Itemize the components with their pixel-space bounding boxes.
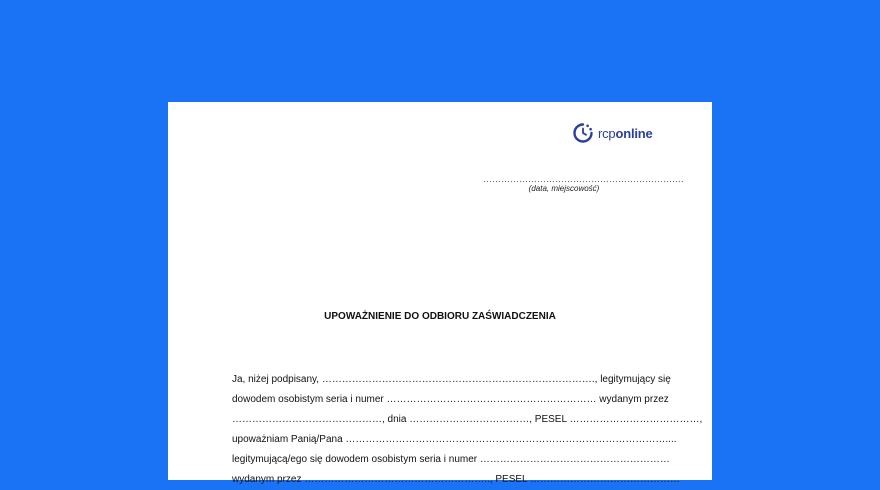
date-place-caption: (data, miejscowość) <box>528 184 600 193</box>
body-line: upoważniam Panią/Pana …………………………………………………………………………………….... <box>232 434 677 445</box>
document-page <box>168 102 712 485</box>
body-line: Ja, niżej podpisany, ………………………………………………………………………., legitymujący się <box>232 374 671 385</box>
logo-text-light: rcp <box>598 125 616 141</box>
date-place-line: …………………………………………………………. <box>483 174 684 184</box>
logo-text-bold: online <box>615 125 653 141</box>
authorization-body <box>232 370 703 490</box>
body-line: ………………………………………, dnia ………………………………, PESEL …………………………………, <box>232 414 703 425</box>
body-line: wydanym przez ……………………………………………….., PESEL ……………………………………… <box>232 474 681 485</box>
logo-text <box>598 126 653 141</box>
rcponline-logo <box>572 122 653 144</box>
document-title: UPOWAŻNIENIE DO ODBIORU ZAŚWIADCZENIA <box>324 311 556 322</box>
body-line: dowodem osobistym seria i numer ……………………………………………………… wydanym przez <box>232 394 669 405</box>
clock-icon <box>572 122 594 144</box>
body-line: legitymującą/ego się dowodem osobistym seria i numer ………………………………………………… <box>232 454 670 465</box>
